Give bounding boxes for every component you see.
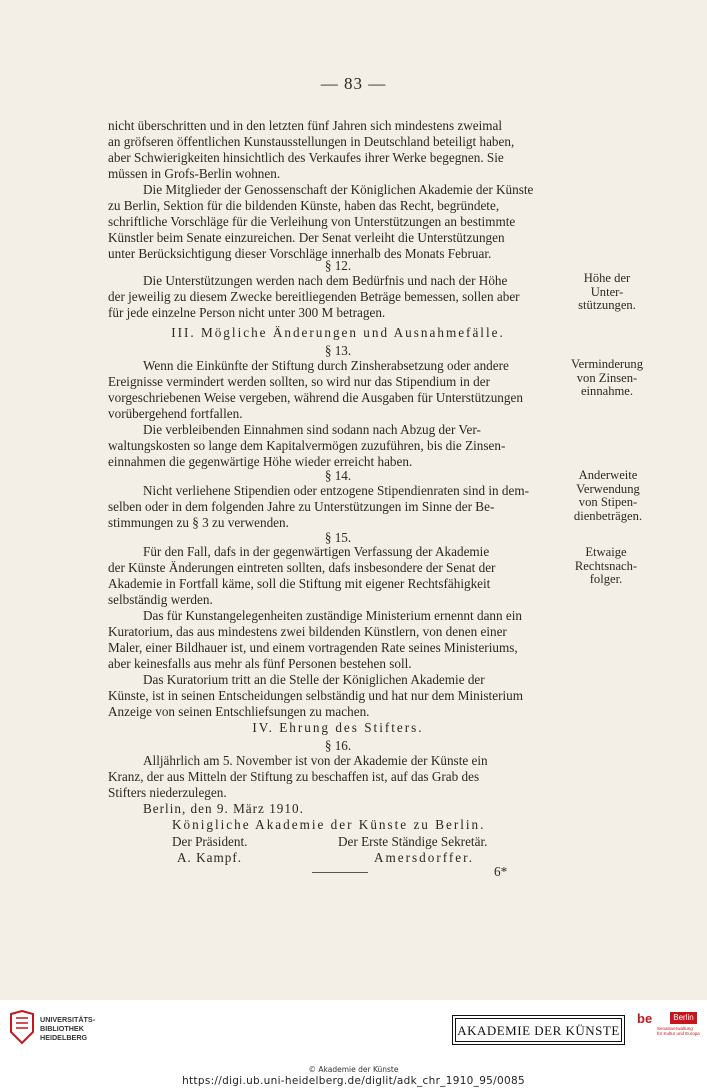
senate-logo-box: Berlin <box>670 1012 697 1024</box>
text-line: Akademie in Fortfall käme, soll die Stiftung mit eigener Rechtsfähigkeit <box>108 576 491 591</box>
institution: Königliche Akademie der Künste zu Berlin. <box>172 817 486 832</box>
text-line: Anzeige von seinen Entschliefsungen zu machen. <box>108 704 370 719</box>
text-line: Maler, einer Bildhauer ist, und einem vortragenden Rate seines Ministeriums, <box>108 640 518 655</box>
text-line: für jede einzelne Person nicht unter 300 M betragen. <box>108 305 386 320</box>
margin-note: Etwaige Rechtsnach- folger. <box>574 545 638 586</box>
signatory-title: Der Erste Ständige Sekretär. <box>338 834 488 849</box>
text-line: vorgeschriebenen Weise vergeben, während die Ausgaben für Unterstützungen <box>108 390 523 405</box>
akademie-label: AKADEMIE DER KÜNSTE <box>455 1018 622 1042</box>
section-heading: § 13. <box>324 343 352 358</box>
margin-note: Anderweite Verwendung von Stipen- dienbeträgen. <box>573 468 643 523</box>
text-line: waltungskosten so lange dem Kapitalvermögen zuzuführen, bis die Zinsen- <box>108 438 506 453</box>
text-line: Künste, ist in seinen Entscheidungen selbständig und hat nur dem Ministerium <box>108 688 523 703</box>
text-line: Die Mitglieder der Genossenschaft der Königlichen Akademie der Künste <box>143 182 534 197</box>
library-logo[interactable] <box>8 1010 108 1050</box>
text-line: an gröfseren öffentlichen Kunstausstellungen in Deutschland beteiligt haben, <box>108 134 515 149</box>
text-line: Alljährlich am 5. November ist von der Akademie der Künste ein <box>143 753 488 768</box>
margin-note: Verminderung von Zinsen- einnahme. <box>570 357 644 398</box>
text-line: Ereignisse vermindert werden sollten, so wird nur das Stipendium in der <box>108 374 490 389</box>
signatory-title: Der Präsident. <box>172 834 248 849</box>
page-number: — 83 — <box>320 74 387 93</box>
copyright-notice: © Akademie der Künste <box>308 1065 399 1074</box>
text-line: Stifters niederzulegen. <box>108 785 227 800</box>
senate-logo-mark: be <box>637 1011 653 1026</box>
section-heading: § 14. <box>324 468 352 483</box>
text-line: aber Schwierigkeiten hinsichtlich des Verkaufes ihrer Werke begegnen. Sie <box>108 150 504 165</box>
text-line: schriftliche Vorschläge für die Verleihung von Unterstützungen an bestimmte <box>108 214 516 229</box>
section-heading: § 12. <box>324 258 352 273</box>
divider <box>312 872 368 873</box>
text-line: einnahmen die gegenwärtige Höhe wieder erreicht haben. <box>108 454 413 469</box>
text-line: nicht überschritten und in den letzten fünf Jahren sich mindestens zweimal <box>108 118 503 133</box>
section-heading: § 15. <box>324 530 352 545</box>
text-line: Die verbleibenden Einnahmen sind sodann nach Abzug der Ver- <box>143 422 481 437</box>
text-line: Für den Fall, dafs in der gegenwärtigen Verfassung der Akademie <box>143 544 490 559</box>
akademie-logo[interactable] <box>452 1015 625 1045</box>
text-line: Kuratorium, das aus mindestens zwei bildenden Künstlern, von denen einer <box>108 624 507 639</box>
section-title: III. Mögliche Änderungen und Ausnahmefälle. <box>171 325 505 340</box>
text-line: unter Berücksichtigung dieser Vorschläge innerhalb des Monats Februar. <box>108 246 492 261</box>
text-line: der jeweilig zu diesem Zwecke bereitliegenden Beträge bemessen, sollen aber <box>108 289 520 304</box>
text-line: vorübergehend fortfallen. <box>108 406 243 421</box>
section-heading: § 16. <box>324 738 352 753</box>
text-line: Künstler beim Senate einzureichen. Der Senat verleiht die Unterstützungen <box>108 230 505 245</box>
signatory-name: A. Kampf. <box>177 850 243 865</box>
senate-logo-caption: Senatsverwaltung für Kultur und Europa <box>657 1026 700 1036</box>
text-line: aber keinesfalls aus mehr als fünf Personen bestehen soll. <box>108 656 412 671</box>
signature-mark: 6* <box>494 864 508 879</box>
text-line: Die Unterstützungen werden nach dem Bedürfnis und nach der Höhe <box>143 273 508 288</box>
library-emblem-icon <box>8 1010 36 1046</box>
senate-logo[interactable] <box>637 1011 699 1051</box>
text-line: der Künste Änderungen eintreten sollten, dafs insbesondere der Senat der <box>108 560 496 575</box>
text-line: selbständig werden. <box>108 592 213 607</box>
text-line: Wenn die Einkünfte der Stiftung durch Zinsherabsetzung oder andere <box>143 358 509 373</box>
text-line: zu Berlin, Sektion für die bildenden Künste, haben das Recht, begründete, <box>108 198 500 213</box>
text-line: Nicht verliehene Stipendien oder entzogene Stipendienraten sind in dem- <box>143 483 529 498</box>
margin-note: Höhe der Unter- stützungen. <box>578 271 636 312</box>
permalink[interactable]: https://digi.ub.uni-heidelberg.de/diglit/adk_chr_1910_95/0085 <box>182 1075 525 1087</box>
text-line: stimmungen zu § 3 zu verwenden. <box>108 515 289 530</box>
text-line: müssen in Grofs-Berlin wohnen. <box>108 166 281 181</box>
signatory-name: Amersdorffer. <box>374 850 475 865</box>
text-line: Das Kuratorium tritt an die Stelle der Königlichen Akademie der <box>143 672 485 687</box>
text-line: Kranz, der aus Mitteln der Stiftung zu beschaffen ist, auf das Grab des <box>108 769 480 784</box>
section-title: IV. Ehrung des Stifters. <box>252 720 424 735</box>
text-line: selben oder in dem folgenden Jahre zu Unterstützungen im Sinne der Be- <box>108 499 495 514</box>
text-line: Das für Kunstangelegenheiten zuständige Ministerium ernennt dann ein <box>143 608 523 623</box>
library-name: UNIVERSITÄTS- BIBLIOTHEK HEIDELBERG <box>40 1015 96 1042</box>
place-date: Berlin, den 9. März 1910. <box>143 801 304 816</box>
